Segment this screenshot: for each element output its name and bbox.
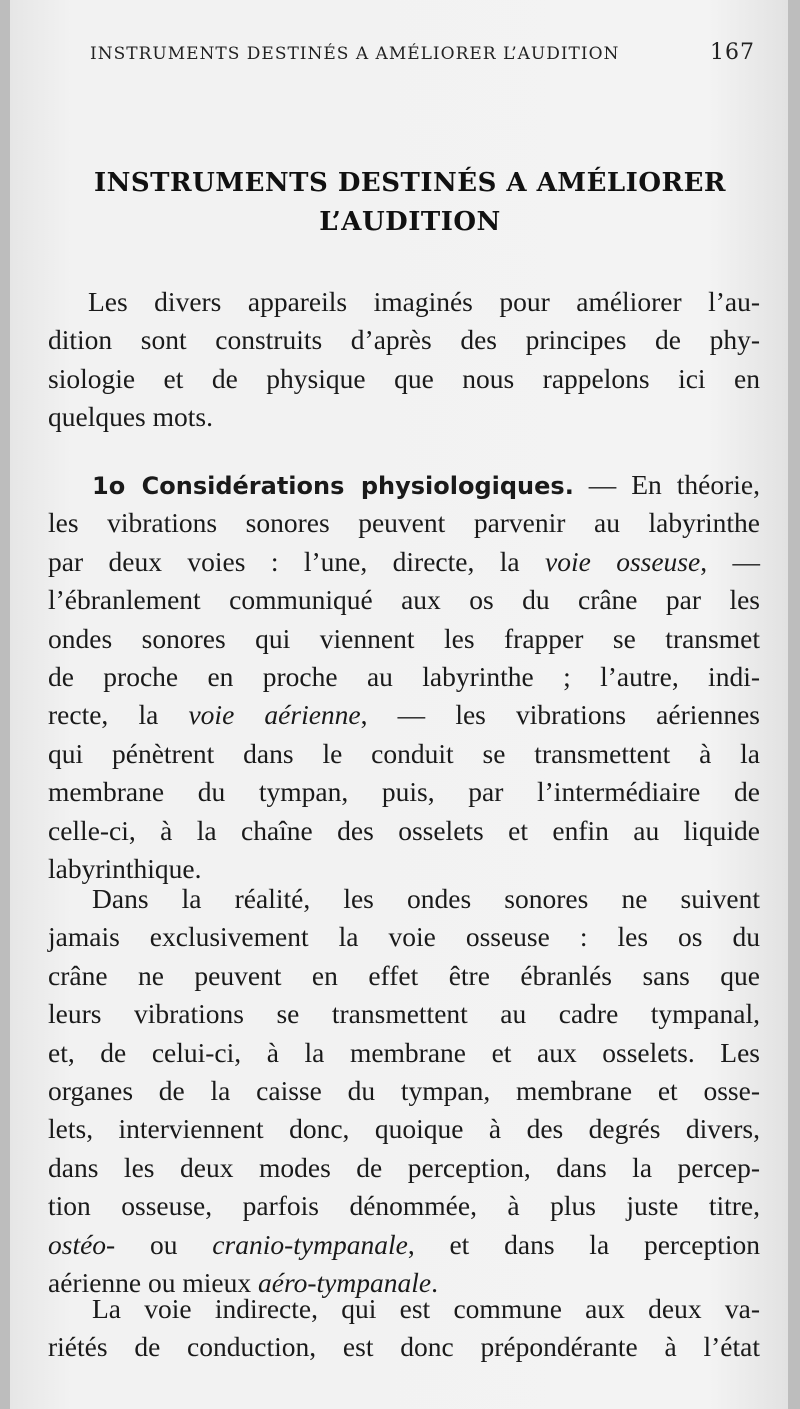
text-line: 1o Considérations physiologiques. — En théorie, xyxy=(92,469,760,500)
running-header xyxy=(90,40,755,65)
text-line: quelques mots. xyxy=(48,401,213,433)
text-line: ostéo- ou cranio-tympanale, et dans la perception xyxy=(48,1228,760,1260)
text-line: celle-ci, à la chaîne des osselets et enfin au liquide xyxy=(48,814,760,846)
text-line: dans les deux modes de perception, dans la percep- xyxy=(48,1151,760,1183)
chapter-title-line-2: L’AUDITION xyxy=(319,207,501,237)
term-voie-osseuse: voie osseuse xyxy=(544,545,701,577)
paragraph-indirect xyxy=(48,1290,760,1367)
text-line: crâne ne peuvent en effet être ébranlés sans que xyxy=(48,959,760,991)
page-number: 167 xyxy=(710,40,755,65)
text-line: de proche en proche au labyrinthe ; l’autre, indi- xyxy=(48,660,760,692)
text-line: lets, interviennent donc, quoique à des degrés divers, xyxy=(48,1113,760,1145)
text-line: tion osseuse, parfois dénommée, à plus juste titre, xyxy=(48,1190,760,1222)
text-line: jamais exclusivement la voie osseuse : les os du xyxy=(48,921,760,953)
text-line: dition sont construits d’après des principes de phy- xyxy=(48,324,760,356)
text-line: riétés de conduction, est donc prépondérante à l’état xyxy=(48,1331,760,1363)
paragraph-reality xyxy=(48,880,760,1302)
text-line: par deux voies : l’une, directe, la voie osseuse, — xyxy=(48,545,760,577)
paragraph-intro xyxy=(48,283,760,437)
term-osteo: ostéo- xyxy=(48,1228,116,1260)
text-line: Les divers appareils imaginés pour améliorer l’au- xyxy=(88,286,760,317)
paragraph-physiology xyxy=(48,466,760,888)
term-cranio-tympanale: cranio-tympanale xyxy=(212,1228,408,1260)
text-line: et, de celui-ci, à la membrane et aux osselets. Les xyxy=(48,1036,760,1068)
text-line: organes de la caisse du tympan, membrane et osse- xyxy=(48,1074,760,1106)
book-page xyxy=(10,0,788,1409)
section-heading: 1o Considérations physiologiques. xyxy=(92,472,574,500)
text-line: La voie indirecte, qui est commune aux deux va- xyxy=(92,1293,760,1324)
text-line: leurs vibrations se transmettent au cadre tympanal, xyxy=(48,998,760,1030)
text-line: Dans la réalité, les ondes sonores ne suivent xyxy=(92,883,760,914)
text-line: qui pénètrent dans le conduit se transmettent à la xyxy=(48,737,760,769)
text-line: recte, la voie aérienne, — les vibrations aériennes xyxy=(48,699,761,731)
text-line: siologie et de physique que nous rappelons ici en xyxy=(48,362,760,394)
text-line: l’ébranlement communiqué aux os du crâne par les xyxy=(48,584,760,616)
running-title: INSTRUMENTS DESTINÉS A AMÉLIORER L’AUDITION xyxy=(90,44,620,64)
text-line: les vibrations sonores peuvent parvenir au labyrinthe xyxy=(48,507,760,539)
text-line: aérienne ou mieux aéro-tympanale. xyxy=(48,1266,438,1298)
term-aero-tympanale: aéro-tympanale xyxy=(257,1266,432,1298)
chapter-title-line-1: INSTRUMENTS DESTINÉS A AMÉLIORER xyxy=(93,168,727,198)
term-voie-aerienne: voie aérienne xyxy=(188,699,361,731)
text-line: membrane du tympan, puis, par l’intermédiaire de xyxy=(48,776,760,808)
text-line: labyrinthique. xyxy=(48,852,202,884)
text-line: ondes sonores qui viennent les frapper se transmet xyxy=(48,622,760,654)
